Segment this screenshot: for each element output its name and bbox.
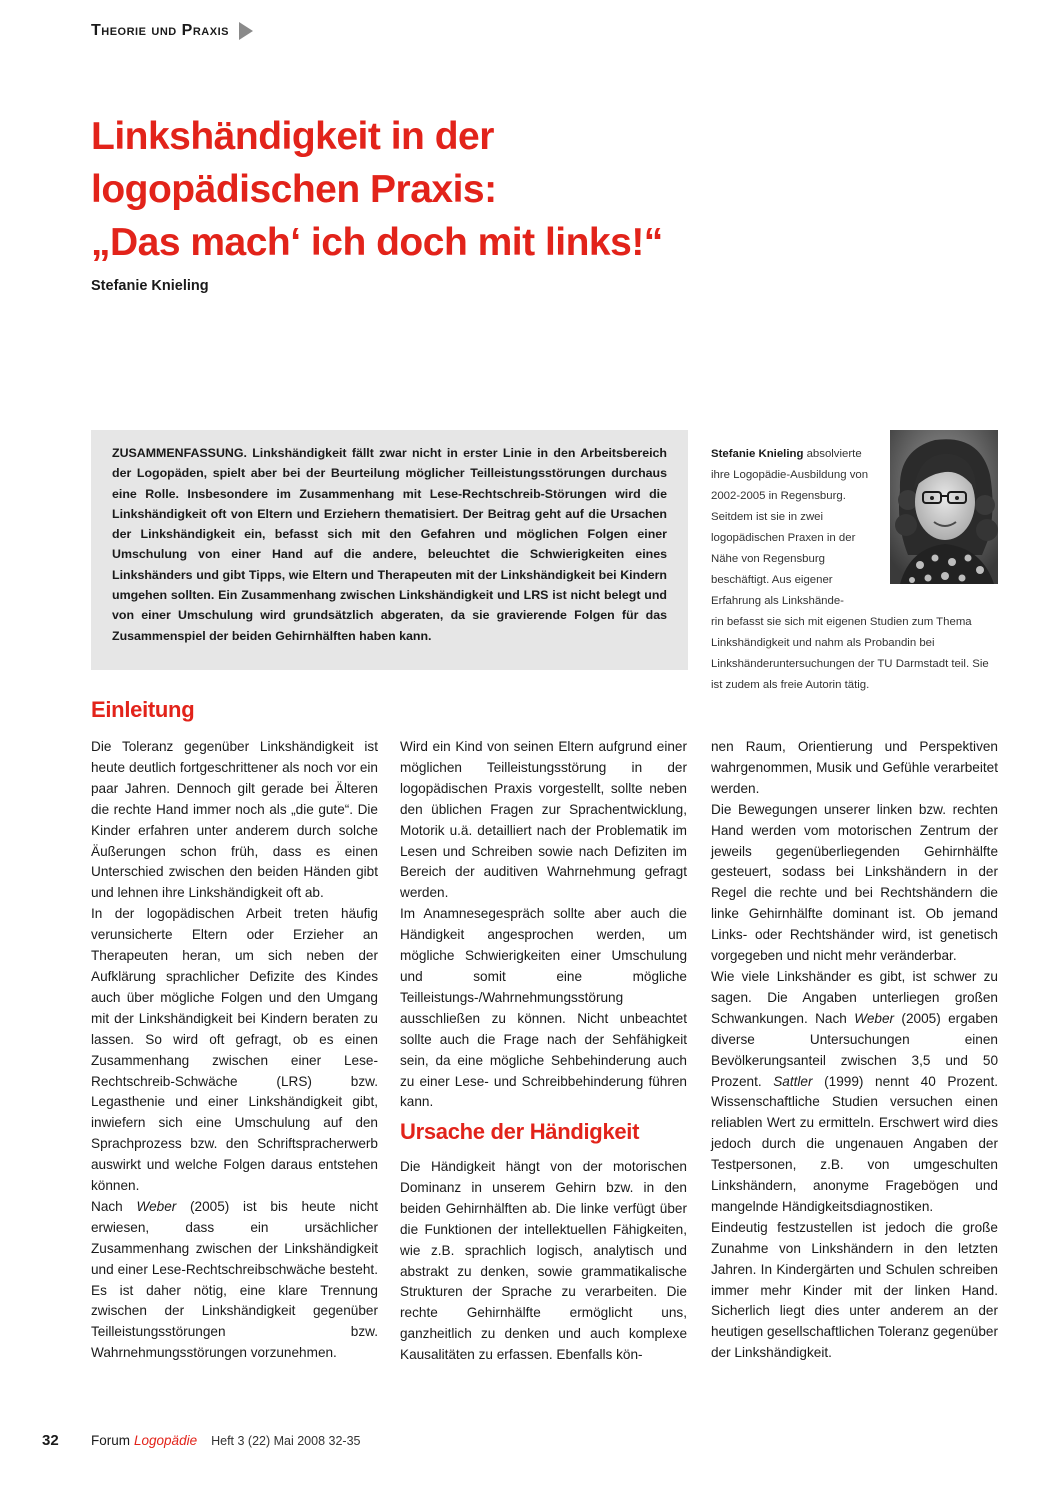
paragraph: In der logopädischen Arbeit treten häufig verunsicherte Eltern oder Erzieher an Therapeuten heran, um sich neben der Aufklärung sprachlicher Defizite des Kindes auch über mögliche Folgen und den Umgang mit der Linkshändigkeit bei Kindern beraten zu lassen. So wird oft gefragt, ob es einen Zusammenhang zwischen einer Lese-Rechtschreib-Schwäche (LRS) bzw. Legasthenie und einer Linkshändigkeit gibt, inwiefern sich eine Umschulung auf den Sprachprozess bzw. den Schriftspracherwerb auswirkt und welche Folgen daraus entstehen können. — [91, 906, 378, 1194]
paragraph: Die Händigkeit hängt von der motorischen Dominanz in unserem Gehirn bzw. in den beiden Gehirnhälften ab. Die linke verfügt über die Funktionen der intellektuellen Fähigkeiten, wie z.B. sprachlich logisch, analytisch und abstrakt zu denken, sowie grammatikalische Strukturen der Sprache zu verarbeiten. Die rechte Gehirnhälfte ermöglicht uns, ganzheitlich zu denken und auch komplexe Kausalitäten zu erfassen. Ebenfalls kön- — [400, 1159, 687, 1363]
paragraph: Wird ein Kind von seinen Eltern aufgrund einer möglichen Teilleistungsstörung in der logopädischen Praxis vorgestellt, sollte neben den üblichen Fragen zur Sprachentwicklung, Motorik u.ä. detailliert nach der Problematik im Lesen und Schreiben sowie nach Defiziten im Bereich der auditiven Wahrnehmung gefragt werden. — [400, 739, 687, 901]
section-label-text: Theorie und Praxis — [91, 22, 229, 39]
section-label — [91, 22, 253, 40]
heading-ursache: Ursache der Händigkeit — [400, 1119, 640, 1144]
paragraph: Die Bewegungen unserer linken bzw. rechten Hand werden vom motorischen Zentrum der jeweils gegenüberliegenden Gehirnhälfte gesteuert, sodass bei Linkshändern in der Regel die rechte und bei Rechtshändern die linke Gehirnhälfte dominant ist. Ob jemand Links- oder Rechtshänder wird, ist genetisch vorgegeben und nicht mehr veränderbar. — [711, 801, 998, 964]
paragraph: Die Toleranz gegenüber Linkshändigkeit ist heute deutlich fortgeschrittener als noch vor ein paar Jahren. Dennoch gilt gerade bei Älteren die rechte Hand immer noch als „die gute“. Die Kinder erfahren unter anderem durch solche Äußerungen schon früh, dass es einen Unterschied zwischen den beiden Händen gibt und lehnen ihre Linkshändigkeit oft ab. — [91, 739, 378, 901]
title-line-1: Linkshändigkeit in der — [91, 115, 494, 158]
paragraph: Im Anamnesegespräch sollte aber auch die Händigkeit angesprochen werden, um mögliche Schwierigkeiten einer Umschulung und somit eine mögliche Teilleistungs-/Wahrnehmungsstörung ausschließen zu können. Nicht unbeachtet sollte auch die Frage nach der Sehfähigkeit sein, da eine mögliche Sehbehinderung auch zu einer Lese- und Schreibbehinderung führen kann. — [400, 906, 687, 1110]
bio-text-narrow: absolvierte ihre Logopädie-Ausbildung von 2002-2005 in Regensburg. Seitdem ist sie in zwei logopädischen Praxen in der Nähe von Regensburg beschäftigt. Aus eigener Erfahrung als Linkshände- — [711, 448, 869, 607]
citation: Weber — [136, 1198, 177, 1214]
column-2 — [400, 737, 687, 1113]
abstract-text: ZUSAMMENFASSUNG. Linkshändigkeit fällt zwar nicht in erster Linie in den Arbeitsbereich der Logopäden, spielt aber bei der Beurteilung möglicher Teilleistungsstörungen durchaus eine Rolle. Insbesondere im Zusammenhang mit Lese-Rechtschreib-Störungen wird die Linkshändigkeit oft von Eltern und Erziehern thematisiert. Der Beitrag geht auf die Ursachen der Linkshändigkeit ein, befasst sich mit den Gefahren und möglichen Folgen einer Umschulung von einer Hand auf die andere, beleuchtet die Schwierigkeiten eines Linkshänders und gibt Tipps, wie Eltern und Therapeuten mit der Linkshändigkeit bei Kindern umgehen sollten. Ein Zusammenhang zwischen Linkshändigkeit und LRS ist nicht belegt und von einer Umschulung wird grundsätzlich abgeraten, da sie gravierende Folgen für das Zusammenspiel der beiden Gehirnhälften haben kann. — [112, 446, 667, 643]
paragraph: Wie viele Linkshänder es gibt, ist schwer zu sagen. Die Angaben unterliegen großen Schwankungen. Nach Weber (2005) ergaben diverse Untersuchungen einen Bevölkerungsanteil zwischen 3,5 und 50 Prozent. Sattler (1999) nennt 40 Prozent. Wissenschaftliche Studien versuchen einen reliablen Wert zu ermitteln. Erschwert wird dies jedoch durch die ungenauen Angaben der Testpersonen, z.B. von umgeschulten Linkshändern, anonyme Fragebögen und mangelnde Händigkeitsdiagnostiken. — [711, 968, 998, 1214]
article-title — [91, 110, 891, 269]
bio-wide-block — [711, 612, 1001, 696]
title-line-3: „Das mach‘ ich doch mit links!“ — [91, 221, 663, 264]
paragraph: nen Raum, Orientierung und Perspektiven wahrgenommen, Musik und Gefühle verarbeitet werden. — [711, 739, 998, 796]
column-1 — [91, 737, 378, 1364]
paragraph: Eindeutig festzustellen ist jedoch die große Zunahme von Linkshändern in den letzten Jahren. In Kindergärten und Schulen schreiben immer mehr Kinder mit der linken Hand. Sicherlich liegt dies unter anderem an der heutigen gesellschaftlichen Toleranz gegenüber der Linkshändigkeit. — [711, 1219, 998, 1361]
column-3 — [711, 737, 998, 1364]
bio-narrow-block — [711, 444, 871, 612]
citation: Weber — [854, 1010, 895, 1026]
author-bio — [711, 444, 1001, 696]
page-footer — [42, 1432, 360, 1449]
journal-name-part1: Forum — [91, 1433, 131, 1448]
triangle-right-icon — [239, 22, 253, 40]
heading-einleitung: Einleitung — [91, 697, 195, 722]
column-2-lower — [400, 1157, 687, 1366]
issue-info: Heft 3 (22) Mai 2008 32-35 — [211, 1434, 361, 1448]
title-line-2: logopädischen Praxis: — [91, 168, 497, 211]
citation: Sattler — [773, 1073, 813, 1089]
paragraph: Nach Weber (2005) ist bis heute nicht erwiesen, dass ein ursächlicher Zusammenhang zwischen der Linkshändigkeit und einer Lese-Rechtschreibschwäche besteht. Es ist daher nötig, eine klare Trennung zwischen der Linkshändigkeit gegenüber Teilleistungsstörungen bzw. Wahrnehmungsstörungen vorzunehmen. — [91, 1198, 378, 1361]
bio-name: Stefanie Knieling — [711, 448, 804, 460]
bio-text-wide: rin befasst sie sich mit eigenen Studien zum Thema Linkshändigkeit und nahm als Probandin bei Linkshänderuntersuchungen der TU Darmstadt teil. Sie ist zudem als freie Autorin tätig. — [711, 616, 989, 691]
page-number: 32 — [42, 1432, 59, 1449]
journal-name-part2: Logopädie — [134, 1433, 198, 1448]
author-name: Stefanie Knieling — [91, 278, 209, 294]
abstract-box — [91, 430, 688, 670]
